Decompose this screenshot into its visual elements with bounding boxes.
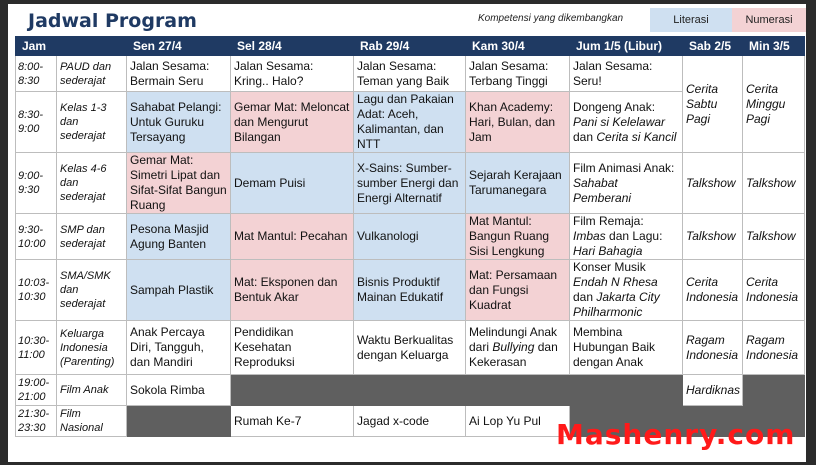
program-cell: Ragam Indonesia xyxy=(683,321,743,375)
table-row xyxy=(16,153,805,214)
program-title: Sahabat Pemberani xyxy=(573,175,632,205)
col-min: Min 3/5 xyxy=(743,37,805,56)
program-cell: X-Sains: Sumber-sumber Energi dan Energi Alternatif xyxy=(354,153,466,214)
program-cell: Gemar Mat: Meloncat dan Mengurut Bilangan xyxy=(231,92,354,153)
col-sen: Sen 27/4 xyxy=(127,37,231,56)
group-cell: SMP dan sederajat xyxy=(57,214,127,260)
program-cell: Pesona Masjid Agung Banten xyxy=(127,214,231,260)
program-cell: Anak Percaya Diri, Tangguh, dan Mandiri xyxy=(127,321,231,375)
program-cell xyxy=(570,260,683,321)
program-cell: Mat Mantul: Bangun Ruang Sisi Lengkung xyxy=(466,214,570,260)
table-row xyxy=(16,321,805,375)
table-row xyxy=(16,260,805,321)
program-cell: Jalan Sesama: Teman yang Baik xyxy=(354,56,466,92)
time-cell: 9:30-10:00 xyxy=(16,214,57,260)
time-cell: 10:03-10:30 xyxy=(16,260,57,321)
time-cell: 21:30-23:30 xyxy=(16,406,57,437)
group-cell: Kelas 4-6 dan sederajat xyxy=(57,153,127,214)
watermark: Mashenry.com xyxy=(556,418,796,451)
program-text: Film Remaja: xyxy=(573,214,644,228)
program-cell: Sejarah Kerajaan Tarumanegara xyxy=(466,153,570,214)
schedule-page xyxy=(8,4,806,462)
table-row xyxy=(16,56,805,92)
program-title: Pani si Kelelawar xyxy=(573,114,666,129)
page-title: Jadwal Program xyxy=(28,10,197,32)
program-cell: Cerita Indonesia xyxy=(743,260,805,321)
program-cell: Talkshow xyxy=(683,214,743,260)
program-cell: Vulkanologi xyxy=(354,214,466,260)
legend-label: Kompetensi yang dikembangkan xyxy=(478,13,624,24)
program-cell xyxy=(570,153,683,214)
empty-slot xyxy=(127,406,231,437)
group-cell: PAUD dan sederajat xyxy=(57,56,127,92)
program-cell: Rumah Ke-7 xyxy=(231,406,354,437)
program-cell xyxy=(570,92,683,153)
program-cell: Jalan Sesama: Terbang Tinggi xyxy=(466,56,570,92)
program-title: Hari Bahagia xyxy=(573,244,643,258)
group-cell: Kelas 1-3 dan sederajat xyxy=(57,92,127,153)
program-cell xyxy=(570,214,683,260)
program-cell: Mat: Eksponen dan Bentuk Akar xyxy=(231,260,354,321)
program-cell: Cerita Indonesia xyxy=(683,260,743,321)
top-bar xyxy=(8,4,806,36)
time-cell: 9:00-9:30 xyxy=(16,153,57,214)
table-row xyxy=(16,375,805,406)
program-cell: Bisnis Produktif Mainan Edukatif xyxy=(354,260,466,321)
program-cell: Jagad x-code xyxy=(354,406,466,437)
group-cell: Keluarga Indonesia (Parenting) xyxy=(57,321,127,375)
col-sab: Sab 2/5 xyxy=(683,37,743,56)
col-jam: Jam xyxy=(16,37,127,56)
program-cell: Ragam Indonesia xyxy=(743,321,805,375)
legend-literasi: Literasi xyxy=(650,8,732,32)
program-cell: Hardiknas xyxy=(683,375,743,406)
program-title: Cerita si Kancil xyxy=(596,129,677,144)
program-cell: Waktu Berkualitas dengan Keluarga xyxy=(354,321,466,375)
program-cell: Jalan Sesama: Bermain Seru xyxy=(127,56,231,92)
program-title: Imbas xyxy=(573,229,606,243)
program-cell: Talkshow xyxy=(743,153,805,214)
program-cell: Jalan Sesama: Kring.. Halo? xyxy=(231,56,354,92)
program-text: Konser Musik xyxy=(573,260,646,274)
program-text: Dongeng Anak: xyxy=(573,99,656,114)
program-text: Melindungi Anak dari xyxy=(469,325,558,354)
header-row xyxy=(16,37,805,56)
program-cell: Sokola Rimba xyxy=(127,375,231,406)
program-title: Endah N Rhesa xyxy=(573,275,658,289)
program-cell: Pendidikan Kesehatan Reproduksi xyxy=(231,321,354,375)
schedule-table xyxy=(15,36,805,437)
program-cell: Cerita Minggu Pagi xyxy=(743,56,805,153)
program-text: dan xyxy=(573,290,594,304)
program-cell: Lagu dan Pakaian Adat: Aceh, Kalimantan, dan NTT xyxy=(354,92,466,153)
program-title: Jakarta City Philharmonic xyxy=(573,290,660,319)
col-rab: Rab 29/4 xyxy=(354,37,466,56)
program-cell: Gemar Mat: Simetri Lipat dan Sifat-Sifat Bangun Ruang xyxy=(127,153,231,214)
table-row xyxy=(16,214,805,260)
program-cell: Mat Mantul: Pecahan xyxy=(231,214,354,260)
legend-numerasi: Numerasi xyxy=(732,8,806,32)
program-cell: Membina Hubungan Baik dengan Anak xyxy=(570,321,683,375)
program-cell: Demam Puisi xyxy=(231,153,354,214)
time-cell: 10:30-11:00 xyxy=(16,321,57,375)
group-cell: Film Anak xyxy=(57,375,127,406)
col-jum: Jum 1/5 (Libur) xyxy=(570,37,683,56)
time-cell: 8:00-8:30 xyxy=(16,56,57,92)
program-cell: Talkshow xyxy=(683,153,743,214)
program-cell: Khan Academy: Hari, Bulan, dan Jam xyxy=(466,92,570,153)
time-cell: 8:30-9:00 xyxy=(16,92,57,153)
group-cell: Film Nasional xyxy=(57,406,127,437)
empty-slot xyxy=(231,375,683,406)
program-cell xyxy=(466,321,570,375)
program-cell: Sahabat Pelangi: Untuk Guruku Tersayang xyxy=(127,92,231,153)
program-title: Bullying xyxy=(492,340,535,354)
program-cell: Talkshow xyxy=(743,214,805,260)
program-cell: Cerita Sabtu Pagi xyxy=(683,56,743,153)
program-text: dan Lagu: xyxy=(609,229,663,243)
program-cell: Sampah Plastik xyxy=(127,260,231,321)
group-cell: SMA/SMK dan sederajat xyxy=(57,260,127,321)
col-sel: Sel 28/4 xyxy=(231,37,354,56)
time-cell: 19:00-21:00 xyxy=(16,375,57,406)
program-text: Film Animasi Anak: xyxy=(573,160,675,175)
program-cell: Mat: Persamaan dan Fungsi Kuadrat xyxy=(466,260,570,321)
empty-slot xyxy=(743,375,805,406)
program-text: dan Kekerasan xyxy=(469,340,558,369)
program-text: dan xyxy=(573,129,594,144)
col-kam: Kam 30/4 xyxy=(466,37,570,56)
program-cell: Jalan Sesama: Seru! xyxy=(570,56,683,92)
program-cell: Ai Lop Yu Pul xyxy=(466,406,570,437)
